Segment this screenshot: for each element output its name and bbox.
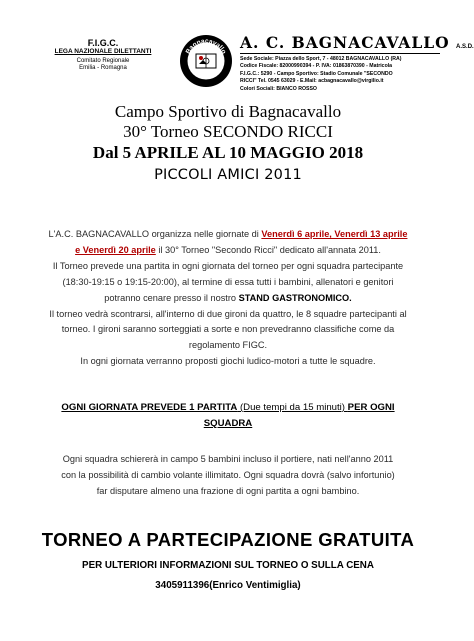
match-rule: OGNI GIORNATA PREVEDE 1 PARTITA (Due tempi da 15 minuti) PER OGNI SQUADRA [61,402,395,429]
figc-committee: Comitato Regionale [76,57,130,64]
club-name: A. C. BAGNACAVALLO A.S.D. [240,33,474,52]
club-info-line: F.I.G.C.: 5290 - Campo Sportivo: Stadio Comunale "SECONDO [240,70,393,77]
intro-line: L'A.C. BAGNACAVALLO organizza nelle giornate di Venerdì 6 aprile, Venerdì 13 aprile [48,229,408,239]
intro-line: e Venerdì 20 aprile il 30° Torneo "Secondo Ricci" dedicato all'annata 2011. [75,244,381,255]
venue-title: Campo Sportivo di Bagnacavallo [114,102,342,121]
highlight-dates: e Venerdì 20 aprile [75,244,156,255]
club-block [240,33,474,93]
intro-line: (18:30-19:15 o 19:15-20:00), al termine di essa tutti i bambini, allenatori e genitori [62,276,394,287]
intro-line: torneo. I gironi saranno sorteggiati a sorte e non prevedranno classifiche come da [61,324,395,335]
figc-region: Emilia - Romagna [79,64,127,71]
dates-title: Dal 5 APRILE AL 10 MAGGIO 2018 [92,143,364,162]
highlight-dates: Venerdì 6 aprile, Venerdì 13 aprile [261,229,408,239]
figc-title: F.I.G.C. [87,38,119,48]
intro-line: regolamento FIGC. [188,340,268,351]
intro-paragraph [16,227,440,370]
figc-block [44,38,162,72]
figc-league: LEGA NAZIONALE DILETTANTI [54,48,152,56]
info-line: PER ULTERIORI INFORMAZIONI SUL TORNEO O SULLA CENA [82,560,374,571]
squad-line: Ogni squadra schiererà in campo 5 bambini incluso il portiere, nati nell'anno 2011 [62,454,394,464]
club-crest-icon [179,34,233,88]
club-info-line: Codice Fiscale: 82000990394 - P. IVA: 01863870390 - Matricola [240,63,393,70]
category-title: PICCOLI AMICI 2011 [154,167,302,183]
club-info-line: Sede Sociale: Piazza dello Sport, 7 - 48012 BAGNACAVALLO (RA) [240,56,402,62]
free-participation-heading: TORNEO A PARTECIPAZIONE GRATUITA [41,529,415,550]
stand-label: STAND GASTRONOMICO. [238,292,352,303]
intro-line: In ogni giornata verranno proposti giochi ludico-motori a tutte le squadre. [80,356,376,367]
club-divider [240,53,440,54]
intro-line: potranno cenare presso il nostro STAND GASTRONOMICO. [104,292,352,303]
intro-line: Il torneo vedrà scontrarsi, all'interno di due gironi da quattro, le 8 squadre partecipanti al [49,308,407,319]
club-info-line: Colori Sociali: BIANCO ROSSO [240,85,317,92]
tournament-title: 30° Torneo SECONDO RICCI [123,122,333,141]
intro-line: Il Torneo prevede una partita in ogni giornata del torneo per ogni squadra partecipante [52,260,404,271]
contact-line: 3405911396(Enrico Ventimiglia) [155,580,301,591]
crest-top-text: Bagnacavallo [184,37,228,56]
squad-line: far disputare almeno una frazione di ogni partita a ogni bambino. [96,485,360,496]
squad-line: con la possibilità di cambio volante illimitato. Ogni squadra dovrà (salvo infortunio) [61,469,395,480]
letterhead [0,0,474,96]
crest-bottom-text: Calcio [196,69,216,78]
squad-paragraph [16,452,440,500]
title-block [0,102,456,185]
club-info-line: RICCI" Tel. 0545 63029 - E.Mail: acbagnacavallo@virgilio.it [240,78,384,85]
